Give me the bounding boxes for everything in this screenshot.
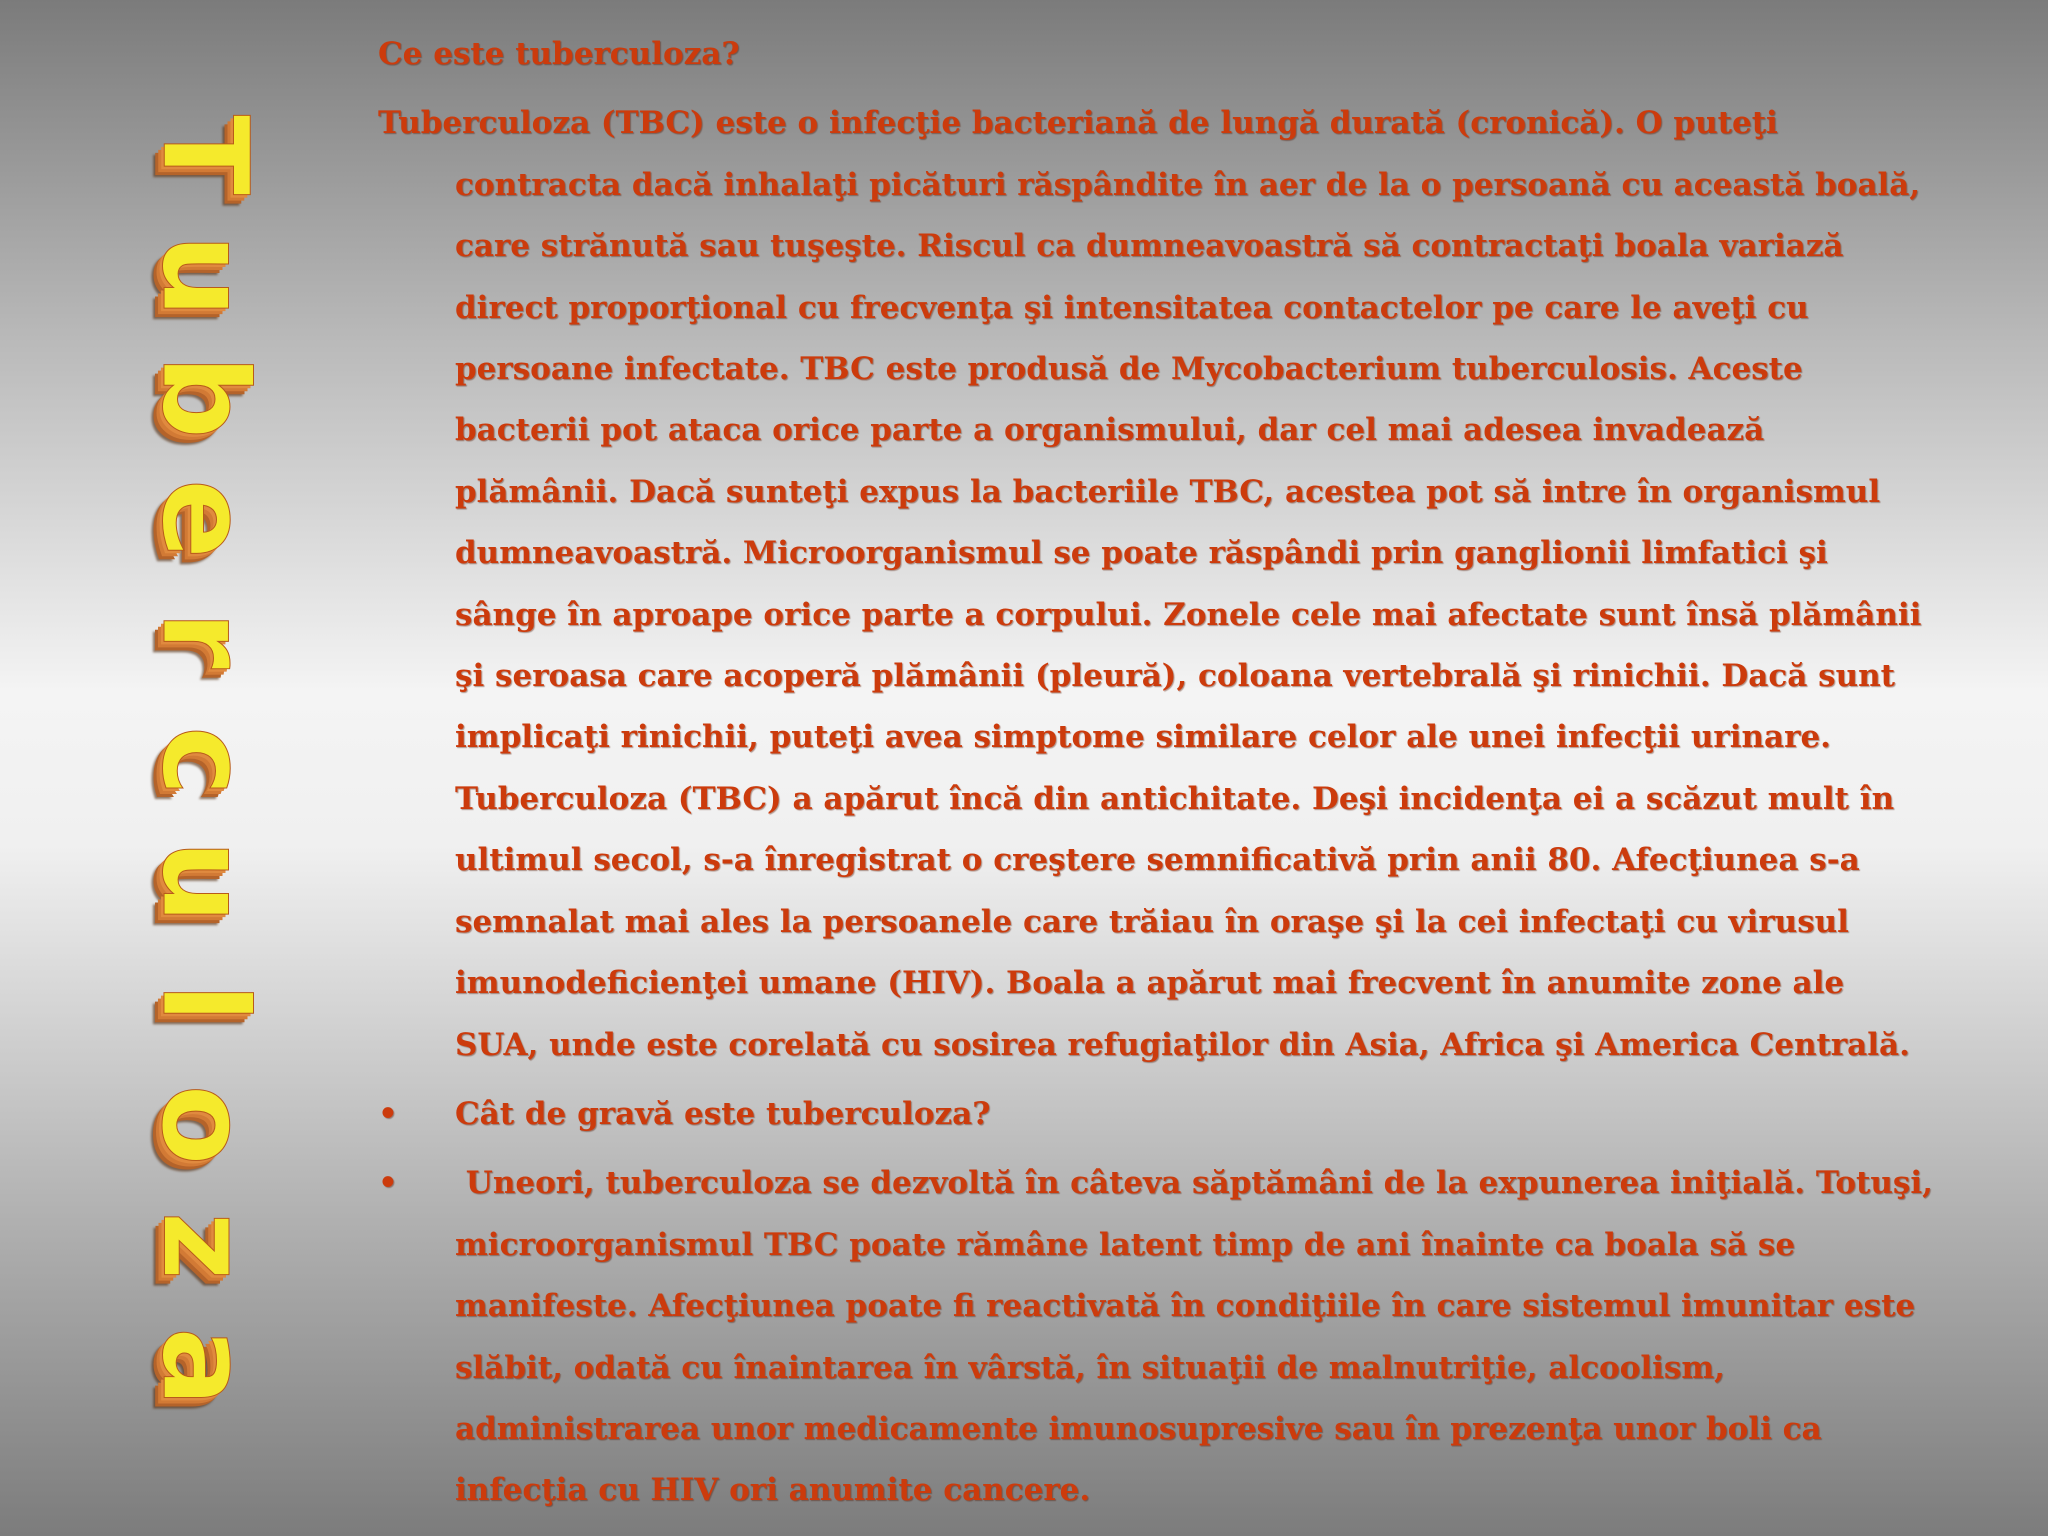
title-letter: u	[135, 840, 274, 925]
title-letter: l	[135, 983, 274, 1024]
body-paragraph: Tuberculoza (TBC) este o infecţie bacteriană de lungă durată (cronică). O puteţi contracta dacă inhalaţi picături răspândite în aer de la o persoană cu această boală, care strănută sau tuşeşte. Riscul ca dumneavoastră să contractaţi boala variază direct proporţional cu frecvenţa şi intensitatea contactelor pe care le aveţi cu persoane infectate. TBC este produsă de Mycobacterium tuberculosis. Aceste bacterii pot ataca orice parte a organismului, dar cel mai adesea invadează plămânii. Dacă sunteţi expus la bacteriile TBC, acestea pot să intre în organismul dumneavoastră. Microorganismul se poate răspândi prin ganglionii limfatici şi sânge în aproape orice parte a corpului. Zonele cele mai afectate sunt însă plămânii şi seroasa care acoperă plămânii (pleură), coloana vertebrală şi rinichii. Dacă sunt implicaţi rinichii, puteţi avea simptome similare celor ale unei infecţii urinare. Tuberculoza (TBC) a apărut încă din antichitate. Deşi incidenţa ei a scăzut mult în ultimul secol, s-a înregistrat o creştere semnificativă prin anii 80. Afecţiunea s-a semnalat mai ales la persoanele care trăiau în oraşe şi la cei infectaţi cu virusul imunodeficienţei umane (HIV). Boala a apărut mai frecvent în anumite zone ale SUA, unde este corelată cu sosirea refugiaţilor din Asia, Africa şi America Centrală.	[378, 105, 1922, 1063]
title-letter: o	[135, 1083, 274, 1166]
bullet-text: Uneori, tuberculoza se dezvoltă în câteva săptămâni de la expunerea iniţială. Totuşi, microorganismul TBC poate rămâne latent timp de ani înainte ca boala să se manifeste. Afecţiunea poate fi reactivată în condiţiile în care sistemul imunitar este slăbit, odată cu înaintarea în vârstă, în situaţii de malnutriţie, alcoolism, administrarea unor medicamente imunosupresive sau în prezenţa unor boli ca infecţia cu HIV ori anumite cancere.	[455, 1165, 1944, 1509]
bullet-text: Cât de gravă este tuberculoza?	[455, 1095, 991, 1132]
bullet-item	[378, 1153, 1944, 1521]
bullet-marker: •	[378, 1095, 398, 1132]
title-letter: e	[136, 478, 274, 559]
slide-content	[378, 24, 1944, 1522]
title-letter: c	[135, 725, 274, 796]
bullet-marker: •	[378, 1165, 398, 1202]
title-letter: T	[136, 114, 274, 196]
title-letter: u	[135, 234, 274, 319]
title-letter: z	[136, 1211, 274, 1281]
title-letter: r	[135, 610, 274, 669]
bullet-item	[378, 1084, 1938, 1145]
title-letter: a	[135, 1327, 274, 1407]
title-letter: b	[136, 355, 274, 440]
vertical-title	[40, 96, 370, 1426]
section-heading: Ce este tuberculoza?	[378, 36, 740, 72]
